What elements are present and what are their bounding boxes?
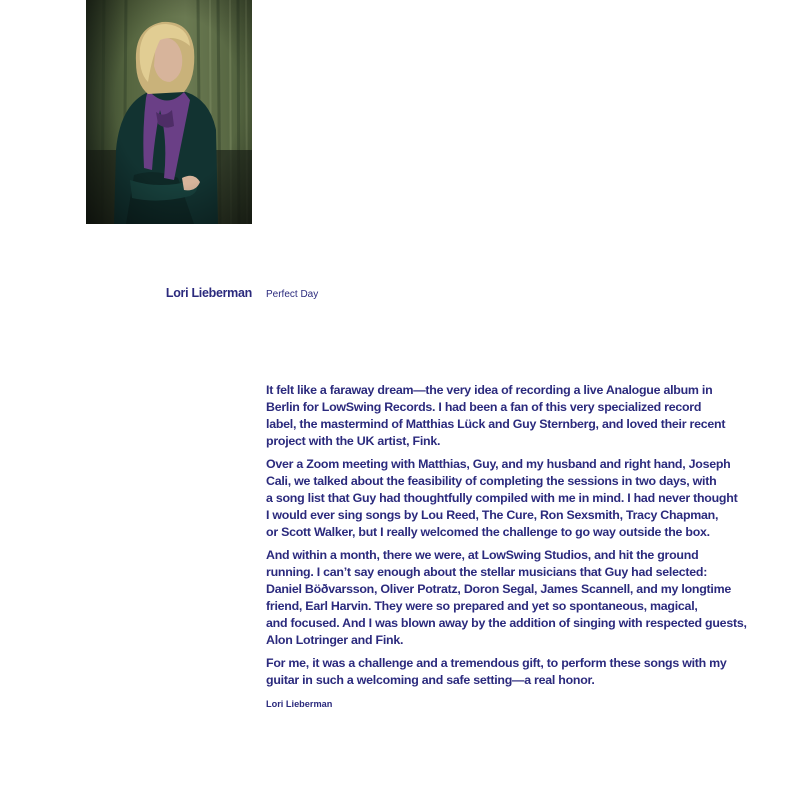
- text-line: Over a Zoom meeting with Matthias, Guy, and my husband and right hand, Joseph: [266, 457, 731, 471]
- album-title: Perfect Day: [266, 289, 319, 300]
- paragraph-3: [266, 547, 778, 649]
- text-line: label, the mastermind of Matthias Lück and Guy Sternberg, and loved their recent: [266, 417, 726, 431]
- text-line: I would ever sing songs by Lou Reed, The Cure, Ron Sexsmith, Tracy Chapman,: [266, 508, 719, 522]
- signature: Lori Lieberman: [266, 699, 333, 709]
- liner-notes: [266, 382, 778, 709]
- text-line: running. I can’t say enough about the stellar musicians that Guy had selected:: [266, 565, 708, 579]
- text-line: project with the UK artist, Fink.: [266, 434, 441, 448]
- text-line: or Scott Walker, but I really welcomed the challenge to go way outside the box.: [266, 525, 710, 539]
- portrait-photo: [86, 0, 252, 224]
- paragraph-4: [266, 655, 778, 689]
- text-line: Alon Lotringer and Fink.: [266, 633, 404, 647]
- artist-name: Lori Lieberman: [165, 286, 252, 300]
- text-line: friend, Earl Harvin. They were so prepared and yet so spontaneous, magical,: [266, 599, 698, 613]
- text-line: And within a month, there we were, at LowSwing Studios, and hit the ground: [266, 548, 699, 562]
- paragraph-1: [266, 382, 778, 450]
- text-line: guitar in such a welcoming and safe setting—a real honor.: [266, 673, 595, 687]
- text-line: a song list that Guy had thoughtfully compiled with me in mind. I had never thought: [266, 491, 738, 505]
- paragraph-2: [266, 456, 778, 541]
- text-line: Daniel Böðvarsson, Oliver Potratz, Doron Segal, James Scannell, and my longtime: [266, 582, 731, 596]
- text-line: It felt like a faraway dream—the very idea of recording a live Analogue album in: [266, 383, 713, 397]
- text-line: Cali, we talked about the feasibility of completing the sessions in two days, with: [266, 474, 717, 488]
- text-line: and focused. And I was blown away by the addition of singing with respected guests,: [266, 616, 747, 630]
- credit-header: [0, 284, 800, 304]
- text-line: For me, it was a challenge and a tremendous gift, to perform these songs with my: [266, 656, 727, 670]
- text-line: Berlin for LowSwing Records. I had been a fan of this very specialized record: [266, 400, 702, 414]
- portrait-photo-icon: [86, 0, 252, 224]
